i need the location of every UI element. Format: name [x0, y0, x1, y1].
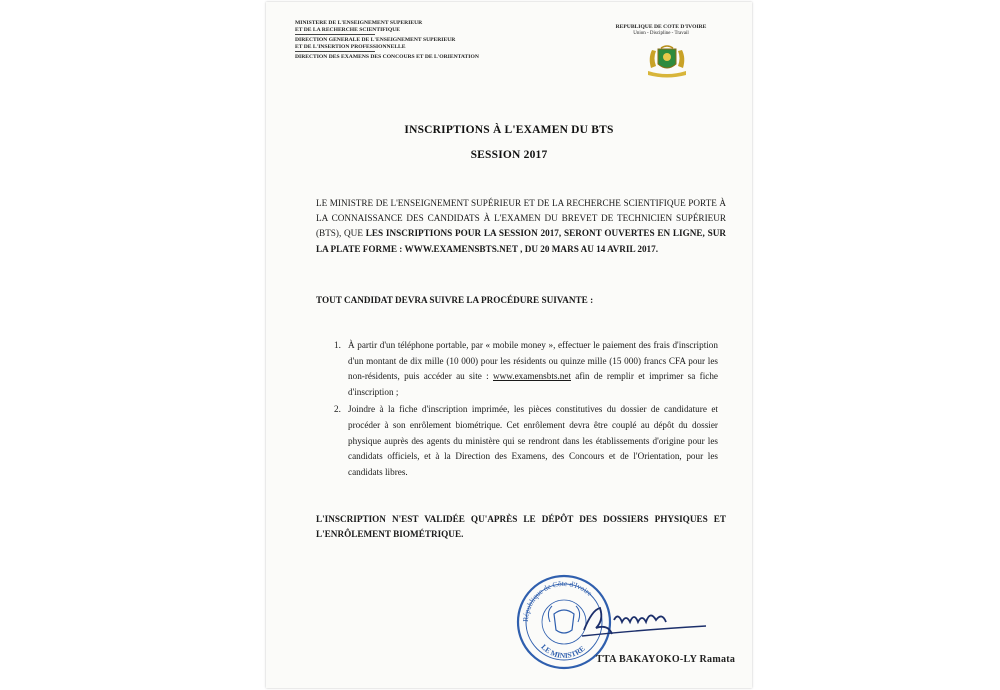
procedure-heading: TOUT CANDIDAT DEVRA SUIVRE LA PROCÉDURE SUIVANTE : — [316, 295, 594, 305]
validation-notice: L'INSCRIPTION N'EST VALIDÉE QU'APRÈS LE DÉPÔT DES DOSSIERS PHYSIQUES ET L'ENRÔLEMENT BIOMÉTRIQUE. — [316, 514, 726, 540]
ministry-header — [295, 20, 505, 61]
header-divider — [295, 34, 375, 35]
republic-name: REPUBLIQUE DE COTE D'IVOIRE — [615, 24, 707, 30]
ministry-line: DIRECTION DES EXAMENS DES CONCOURS ET DE L'ORIENTATION — [295, 54, 479, 61]
item-number: 1. — [334, 340, 341, 350]
item-text: À partir d'un téléphone portable, par « mobile money », effectuer le paiement des frais d'inscription d'un montant de dix mille (10 000) pour les résidents ou quinze mille (15 000) francs CFA pour les non-résidents, puis accéder au site : — [348, 340, 718, 382]
item-text: Joindre à la fiche d'inscription imprimée, les pièces constitutives du dossier de candidature et procéder à son enrôlement biométrique. Cet enrôlement devra être couplé au dépôt du dossier physique auprès des agents du ministère qui se rendront dans les établissements d'origine pour les candidats officiels, et à la Direction des Examens, des Concours et de l'Orientation, pour les candidats libres. — [348, 404, 718, 477]
signatory-name: TTA BAKAYOKO-LY Ramata — [596, 654, 736, 665]
ministry-line: ET DE LA RECHERCHE SCIENTIFIQUE — [295, 26, 400, 33]
republic-header — [591, 24, 731, 37]
list-item — [334, 402, 718, 480]
handwritten-signature — [578, 590, 718, 650]
seal-bottom-text: LE MINISTRE — [539, 642, 587, 661]
procedure-list — [334, 338, 718, 482]
website-link[interactable]: www.examensbts.net — [493, 371, 571, 382]
coat-of-arms-icon — [644, 44, 690, 78]
item-number: 2. — [334, 404, 341, 415]
ministry-line: DIRECTION GENERALE DE L'ENSEIGNEMENT SUPERIEUR — [295, 37, 456, 44]
document-page — [266, 2, 752, 688]
session-title: SESSION 2017 — [470, 149, 548, 161]
national-motto: Union - Discipline - Travail — [633, 30, 689, 36]
ministry-line: ET DE L'INSERTION PROFESSIONNELLE — [295, 43, 406, 50]
intro-text: LE MINISTRE DE L'ENSEIGNEMENT SUPÉRIEUR ET DE LA RECHERCHE SCIENTIFIQUE PORTE À LA CONNAISSANCE DES CANDIDATS À L'EXAMEN DU BREVET DE TECHNICIEN SUPÉRIEUR (BTS), QUE — [316, 198, 726, 239]
seal-text: République de Côte d'Ivoire — [520, 578, 595, 623]
header-divider — [295, 51, 375, 52]
ministry-line: MINISTERE DE L'ENSEIGNEMENT SUPERIEUR — [295, 20, 423, 26]
item-text-end: afin de remplir et imprimer sa fiche d'inscription ; — [348, 371, 718, 397]
intro-paragraph — [316, 196, 726, 257]
document-title: INSCRIPTIONS À L'EXAMEN DU BTS — [404, 124, 614, 136]
list-item — [334, 338, 718, 400]
intro-bold-text: LES INSCRIPTIONS POUR LA SESSION 2017, SERONT OUVERTES EN LIGNE, SUR LA PLATE FORME : WWW.EXAMENSBTS.NET , DU 20 MARS AU 14 AVRIL 2017. — [316, 228, 726, 254]
